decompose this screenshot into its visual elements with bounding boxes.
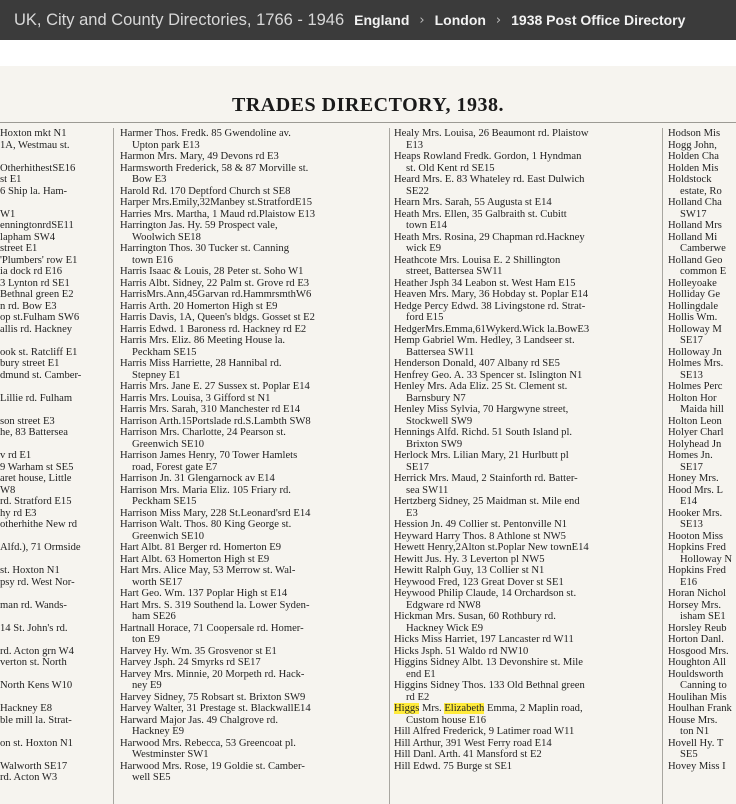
directory-line <box>0 669 110 681</box>
directory-line: Greenwich SE10 <box>132 530 205 542</box>
directory-line: man rd. Wands- <box>0 599 67 611</box>
directory-line: end E1 <box>406 668 436 680</box>
directory-line: Hill Danl. Arth. 41 Mansford st E2 <box>394 749 542 760</box>
directory-line: House Mrs. <box>668 714 718 726</box>
directory-line: Heywood Fred, 123 Great Dover st SE1 <box>394 576 564 588</box>
directory-line: Heywood Philip Claude, 14 Orchardson st. <box>394 588 577 599</box>
directory-line: Peckham SE15 <box>132 346 197 358</box>
directory-line <box>0 381 110 393</box>
directory-line: W1 <box>0 208 16 220</box>
directory-line: Harrison Arth.15Portslade rd.S.Lambth SW8 <box>120 415 311 427</box>
directory-line: Holton Hor <box>668 392 717 404</box>
directory-line: Harwood Mrs. Rose, 19 Goldie st. Camber- <box>120 760 305 772</box>
directory-line: Hackney Wick E9 <box>406 622 484 634</box>
directory-line: E3 <box>406 507 418 519</box>
directory-line: enningtonrdSE11 <box>0 220 74 231</box>
directory-line: Harvey Hy. Wm. 35 Grosvenor st E1 <box>120 645 277 657</box>
directory-line: Upton park E13 <box>132 139 200 151</box>
directory-line: Harper Mrs.Emily,32Manbey st.StratfordE15 <box>120 197 313 208</box>
directory-line <box>0 151 110 163</box>
directory-line: Holland Mrs <box>668 220 722 231</box>
directory-line: st E1 <box>0 174 22 185</box>
directory-line: Hennings Alfd. Richd. 51 South Island pl. <box>394 427 573 438</box>
directory-line: Houghton All <box>668 657 726 668</box>
directory-line: Horton Danl. <box>668 634 724 645</box>
page-heading: TRADES DIRECTORY, 1938. <box>232 94 504 116</box>
directory-column-4 <box>668 128 736 804</box>
directory-line: bury street E1 <box>0 358 60 369</box>
directory-line: OtherhithestSE16 <box>0 162 76 174</box>
directory-line: Harrison Jn. 31 Glengarnock av E14 <box>120 473 275 484</box>
highlighted-entry-line <box>394 703 658 715</box>
directory-line: Healy Mrs. Louisa, 26 Beaumont rd. Plaistow <box>394 128 589 139</box>
directory-line: Harvey Sidney, 75 Robsart st. Brixton SW9 <box>120 691 306 703</box>
directory-line: Hession Jn. 49 Collier st. Pentonville N1 <box>394 519 568 530</box>
directory-line: Harward Major Jas. 49 Chalgrove rd. <box>120 714 278 726</box>
directory-line: road, Forest gate E7 <box>132 461 218 473</box>
directory-line: Harrison Walt. Thos. 80 King George st. <box>120 519 292 530</box>
directory-line: ney E9 <box>132 680 162 691</box>
directory-line: Hooton Miss <box>668 530 724 542</box>
directory-line: Harris Albt. Sidney, 22 Palm st. Grove rd E3 <box>120 277 310 289</box>
directory-line: 3 Lynton rd SE1 <box>0 277 70 289</box>
directory-line: Heather Jsph 34 Leabon st. West Ham E15 <box>394 277 576 289</box>
directory-line: SE13 <box>680 519 703 530</box>
directory-line: E14 <box>680 496 698 507</box>
directory-line: Holland Mi <box>668 231 718 243</box>
directory-line: Hovey Miss I <box>668 760 726 772</box>
directory-line: Heath Mrs. Rosina, 29 Chapman rd.Hackney <box>394 231 585 243</box>
directory-line: isham SE1 <box>680 611 726 622</box>
directory-line: Holloway Jn <box>668 346 722 358</box>
directory-line <box>0 554 110 566</box>
directory-line: Holyhead Jn <box>668 438 722 450</box>
directory-line: street E1 <box>0 243 38 254</box>
directory-line: SE17 <box>406 461 429 473</box>
directory-line: Horsey Mrs. <box>668 599 721 611</box>
directory-line: Houldsworth <box>668 668 724 680</box>
directory-line: Harrington Jas. Hy. 59 Prospect vale, <box>120 220 278 231</box>
directory-line <box>0 197 110 209</box>
directory-line: Battersea SW11 <box>406 346 475 358</box>
directory-line: Harrington Thos. 30 Tucker st. Canning <box>120 243 290 254</box>
directory-line: ham SE26 <box>132 611 176 622</box>
directory-line: on st. Hoxton N1 <box>0 737 73 749</box>
directory-line <box>0 335 110 347</box>
directory-line: rd. Stratford E15 <box>0 496 72 507</box>
directory-line: Heathcote Mrs. Louisa E. 2 Shillington <box>394 254 561 266</box>
directory-line: town E16 <box>132 254 173 266</box>
directory-line: W8 <box>0 484 16 496</box>
directory-line: HedgerMrs.Emma,61Wykerd.Wick la.BowE3 <box>394 323 590 335</box>
directory-line: Holdstock <box>668 174 712 185</box>
directory-line: Hill Edwd. 75 Burge st SE1 <box>394 760 513 772</box>
directory-line: Harris Miss Harriette, 28 Hannibal rd. <box>120 358 282 369</box>
directory-line: Harris Davis, 1A, Queen's bldgs. Gosset st E2 <box>120 312 315 323</box>
directory-line: Holden Mis <box>668 162 719 174</box>
directory-line: SW17 <box>680 208 707 220</box>
directory-line: Harris Mrs. Louisa, 3 Gifford st N1 <box>120 392 271 404</box>
directory-line: Hart Albt. 81 Berger rd. Homerton E9 <box>120 542 282 553</box>
directory-line: estate, Ro <box>680 185 722 197</box>
directory-line: Hedge Percy Edwd. 38 Livingstone rd. Strat- <box>394 300 586 312</box>
directory-line: Hollis Wm. <box>668 312 718 323</box>
directory-line: Hicks Jsph. 51 Waldo rd NW10 <box>394 645 529 657</box>
directory-column-2 <box>120 128 386 804</box>
directory-line: Hackney E8 <box>0 703 53 714</box>
directory-line: Higgins Sidney Albt. 13 Devonshire st. Mile <box>394 657 583 668</box>
directory-line: Harris Arth. 20 Homerton High st E9 <box>120 300 278 312</box>
directory-line: Harold Rd. 170 Deptford Church st SE8 <box>120 185 291 197</box>
directory-line: allis rd. Hackney <box>0 323 73 335</box>
directory-line: common E <box>680 266 727 277</box>
directory-line: Holden Cha <box>668 151 719 162</box>
directory-line: Herlock Mrs. Lilian Mary, 21 Hurlbutt pl <box>394 450 569 461</box>
directory-column-3 <box>394 128 658 804</box>
directory-line: wick E9 <box>406 243 442 254</box>
directory-line: Hooker Mrs. <box>668 507 723 519</box>
directory-line: Holland Cha <box>668 197 722 208</box>
directory-line: Holloway N <box>680 553 733 565</box>
entry-text: Mrs. <box>419 703 445 714</box>
directory-line: SE5 <box>680 749 698 760</box>
directory-line: Holliday Ge <box>668 289 721 300</box>
directory-line: Houlihan Mis <box>668 691 727 703</box>
directory-line: Harmsworth Frederick, 58 & 87 Morville st. <box>120 162 309 174</box>
directory-line: v rd E1 <box>0 450 32 461</box>
directory-line: Peckham SE15 <box>132 496 197 507</box>
directory-line: Stockwell SW9 <box>406 415 473 427</box>
directory-line: Hood Mrs. L <box>668 484 724 496</box>
directory-line: Harvey Jsph. 24 Smyrks rd SE17 <box>120 657 261 668</box>
column-divider <box>662 128 663 804</box>
directory-line: Lillie rd. Fulham <box>0 392 73 404</box>
directory-line <box>0 634 110 646</box>
directory-line: Holleyoake <box>668 277 717 289</box>
directory-line: 1A, Westmau st. <box>0 139 70 151</box>
directory-line: Woolwich SE18 <box>132 231 201 243</box>
directory-line: HarrisMrs.Ann,45Garvan rd.HammrsmthW6 <box>120 289 312 300</box>
directory-line <box>0 588 110 600</box>
directory-line: Holmes Perc <box>668 381 723 392</box>
directory-line: SE13 <box>680 369 703 381</box>
directory-line: Heyward Harry Thos. 8 Athlone st NW5 <box>394 530 566 542</box>
directory-line: Hewitt Ralph Guy, 13 Collier st N1 <box>394 565 545 576</box>
directory-line: Harris Edwd. 1 Baroness rd. Hackney rd E2 <box>120 323 307 335</box>
directory-line: Hodson Mis <box>668 128 721 139</box>
directory-line: lapham SW4 <box>0 231 56 243</box>
directory-line: E16 <box>680 576 698 588</box>
directory-line: Harvey Mrs. Minnie, 20 Morpeth rd. Hack- <box>120 668 305 680</box>
directory-line: st. Hoxton N1 <box>0 565 60 576</box>
directory-line: Honey Mrs. <box>668 473 719 484</box>
directory-line: Hickman Mrs. Susan, 60 Rothbury rd. <box>394 611 556 622</box>
directory-line: Hart Mrs. Alice May, 53 Merrow st. Wal- <box>120 565 296 576</box>
entry-text: Emma, 2 Maplin road, <box>484 703 583 714</box>
directory-line: Harris Mrs. Jane E. 27 Sussex st. Poplar E14 <box>120 381 310 392</box>
directory-line: Hart Geo. Wm. 137 Poplar High st E14 <box>120 588 288 599</box>
directory-line: verton st. North <box>0 657 67 668</box>
directory-line: Herrick Mrs. Maud, 2 Stainforth rd. Batter- <box>394 473 578 484</box>
directory-line: Harrison Miss Mary, 228 St.Leonard'srd E14 <box>120 507 311 519</box>
directory-line: SE17 <box>680 461 703 473</box>
directory-line: Hart Mrs. S. 319 Southend la. Lower Syden- <box>120 599 310 611</box>
directory-line: Homes Jn. <box>668 450 713 461</box>
directory-line: rd E2 <box>406 691 430 703</box>
directory-line: ia dock rd E16 <box>0 266 63 277</box>
column-divider <box>389 128 390 804</box>
directory-line: Hewett Henry,2Alton st.Poplar New townE14 <box>394 542 589 553</box>
directory-line: Higgins Sidney Thos. 133 Old Bethnal green <box>394 680 585 691</box>
directory-line: Henley Miss Sylvia, 70 Hargwyne street, <box>394 404 569 415</box>
directory-line: Hogg John, <box>668 139 717 151</box>
directory-line <box>0 692 110 704</box>
directory-line: Edgware rd NW8 <box>406 599 481 611</box>
directory-line: Walworth SE17 <box>0 760 68 772</box>
breadcrumb-directory[interactable]: 1938 Post Office Directory <box>511 12 686 28</box>
directory-line: Henley Mrs. Ada Eliz. 25 St. Clement st. <box>394 381 568 392</box>
directory-line: SE22 <box>406 185 429 197</box>
directory-line: st. Old Kent rd SE15 <box>406 162 495 174</box>
directory-line: Harmer Thos. Fredk. 85 Gwendoline av. <box>120 128 291 139</box>
directory-line: Hewitt Jus. Hy. 3 Leverton pl NW5 <box>394 553 545 565</box>
directory-line: Harris Mrs. Sarah, 310 Manchester rd E14 <box>120 404 301 415</box>
directory-line: Westminster SW1 <box>132 749 209 760</box>
directory-line: Hemp Gabriel Wm. Hedley, 3 Landseer st. <box>394 335 575 346</box>
directory-line: rd. Acton grn W4 <box>0 645 74 657</box>
directory-line: 9 Warham st SE5 <box>0 461 74 473</box>
directory-line: Horsley Reub <box>668 622 727 634</box>
directory-line: Henderson Donald, 407 Albany rd SE5 <box>394 358 560 369</box>
directory-line <box>0 531 110 543</box>
directory-line: Brixton SW9 <box>406 438 463 450</box>
search-highlight: Elizabeth <box>444 703 485 714</box>
directory-line: Heaven Mrs. Mary, 36 Hobday st. Poplar E14 <box>394 289 589 300</box>
directory-line: psy rd. West Nor- <box>0 576 75 588</box>
directory-line: 'Plumbers' row E1 <box>0 254 78 266</box>
directory-line: Harris Isaac & Louis, 28 Peter st. Soho W1 <box>120 266 304 277</box>
directory-line: Harvey Walter, 31 Prestage st. BlackwallE14 <box>120 703 311 714</box>
directory-line: Harwood Mrs. Rebecca, 53 Greencoat pl. <box>120 737 296 749</box>
directory-line: Hollingdale <box>668 300 719 312</box>
directory-line: Harmon Mrs. Mary, 49 Devons rd E3 <box>120 151 279 162</box>
directory-line: Holton Leon <box>668 415 722 427</box>
directory-line: Greenwich SE10 <box>132 438 205 450</box>
column-divider <box>113 128 114 804</box>
directory-line: Hopkins Fred <box>668 565 726 576</box>
directory-line: hy rd E3 <box>0 507 37 519</box>
directory-line: son street E3 <box>0 415 55 427</box>
directory-line: Canning to <box>680 680 727 691</box>
directory-line: Maida hill <box>680 404 724 415</box>
directory-line: Holloway M <box>668 323 722 335</box>
directory-line: 6 Ship la. Ham- <box>0 185 68 197</box>
spacer <box>0 40 736 66</box>
directory-line: Hicks Miss Harriet, 197 Lancaster rd W11 <box>394 634 574 645</box>
directory-line: ton N1 <box>680 726 710 737</box>
chevron-right-icon: › <box>495 12 502 28</box>
directory-line: worth SE17 <box>132 576 183 588</box>
breadcrumb-london[interactable]: London <box>434 12 486 28</box>
chevron-right-icon: › <box>419 12 425 28</box>
directory-line: Harris Mrs. Eliz. 86 Meeting House la. <box>120 335 286 346</box>
directory-line: Hovell Hy. T <box>668 737 724 749</box>
directory-line: ford E15 <box>406 312 444 323</box>
directory-line: Hill Arthur, 391 West Ferry road E14 <box>394 737 552 749</box>
directory-page-scan[interactable] <box>0 66 736 804</box>
heading-rule <box>0 122 736 123</box>
directory-line: Harrison Mrs. Charlotte, 24 Pearson st. <box>120 427 286 438</box>
directory-line: otherhithe New rd <box>0 519 78 530</box>
directory-line: Houlhan Frank <box>668 703 732 714</box>
directory-line: Stepney E1 <box>132 369 181 381</box>
search-highlight: Higgs <box>394 703 420 714</box>
directory-line: Hart Albt. 63 Homerton High st E9 <box>120 553 270 565</box>
directory-line: well SE5 <box>132 772 171 783</box>
directory-line: n rd. Bow E3 <box>0 300 57 312</box>
directory-line: Hopkins Fred <box>668 542 726 553</box>
directory-line: ton E9 <box>132 634 160 645</box>
directory-line: Harrison Mrs. Maria Eliz. 105 Friary rd. <box>120 484 291 496</box>
directory-line: Heaps Rowland Fredk. Gordon, 1 Hyndman <box>394 151 582 162</box>
directory-line: 14 St. John's rd. <box>0 622 68 634</box>
directory-line: Hartnall Horace, 71 Coopersale rd. Homer- <box>120 622 304 634</box>
directory-line: Horan Nichol <box>668 588 726 599</box>
directory-line: Holyer Charl <box>668 427 724 438</box>
directory-line <box>0 404 110 416</box>
directory-line: Harrison James Henry, 70 Tower Hamlets <box>120 450 298 461</box>
site-header <box>0 0 736 40</box>
site-title[interactable]: UK, City and County Directories, 1766 - 1946 <box>14 10 345 29</box>
directory-line: ble mill la. Strat- <box>0 714 72 726</box>
directory-line: Holmes Mrs. <box>668 358 724 369</box>
directory-line: dmund st. Camber- <box>0 369 82 381</box>
directory-line <box>0 726 110 738</box>
directory-line: Bethnal green E2 <box>0 289 74 300</box>
directory-line: Hill Alfred Frederick, 9 Latimer road W11 <box>394 726 575 737</box>
directory-line: Bow E3 <box>132 174 167 185</box>
directory-line: Harries Mrs. Martha, 1 Maud rd.Plaistow E13 <box>120 208 316 220</box>
directory-line: Hoxton mkt N1 <box>0 128 67 139</box>
directory-line: Hertzberg Sidney, 25 Maidman st. Mile end <box>394 496 580 507</box>
directory-line: Camberwe <box>680 243 726 254</box>
directory-line: Holland Geo <box>668 254 723 266</box>
directory-line: rd. Acton W3 <box>0 772 58 783</box>
directory-line: North Kens W10 <box>0 680 73 691</box>
directory-column-1 <box>0 128 110 804</box>
directory-line: E13 <box>406 139 424 151</box>
directory-line: Hosgood Mrs. <box>668 645 729 657</box>
directory-line: street, Battersea SW11 <box>406 266 503 277</box>
directory-line: town E14 <box>406 220 447 231</box>
directory-line: Hearn Mrs. Sarah, 55 Augusta st E14 <box>394 197 552 208</box>
directory-line: ook st. Ratcliff E1 <box>0 346 78 358</box>
directory-line: Alfd.), 71 Ormside <box>0 542 81 553</box>
directory-line: Hackney E9 <box>132 726 185 737</box>
directory-line: he, 83 Battersea <box>0 427 68 438</box>
directory-line: aret house, Little <box>0 473 72 484</box>
directory-line: Heath Mrs. Ellen, 35 Galbraith st. Cubitt <box>394 208 567 220</box>
directory-line: Barnsbury N7 <box>406 392 466 404</box>
directory-line: Heard Mrs. E. 83 Whateley rd. East Dulwich <box>394 174 585 185</box>
directory-line: op st.Fulham SW6 <box>0 312 80 323</box>
directory-line <box>0 439 110 451</box>
directory-line: Custom house E16 <box>406 714 487 726</box>
directory-line <box>0 611 110 623</box>
directory-line: Henfrey Geo. A. 33 Spencer st. Islington N1 <box>394 369 583 381</box>
directory-line <box>0 749 110 761</box>
directory-line: sea SW11 <box>406 484 449 496</box>
directory-line: SE17 <box>680 335 703 346</box>
breadcrumb-england[interactable]: England <box>354 12 410 28</box>
